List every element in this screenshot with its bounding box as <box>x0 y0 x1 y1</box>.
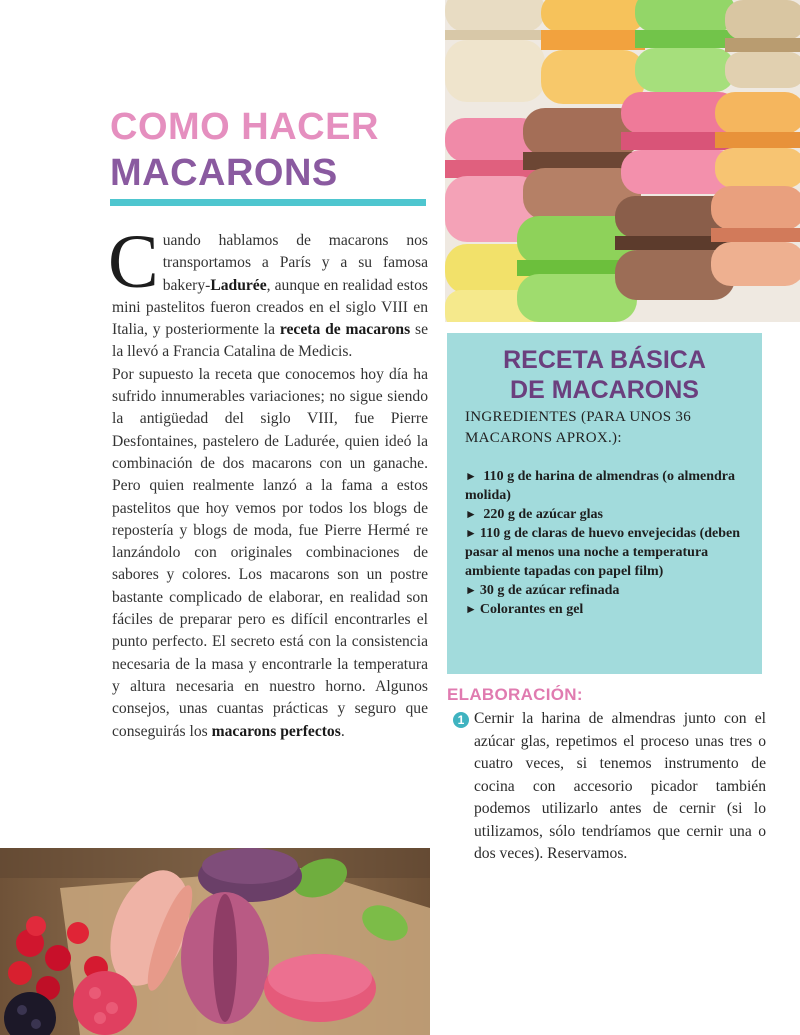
ingredients-list <box>465 467 755 619</box>
macaron-apricot <box>715 92 800 188</box>
ingredient-item <box>465 581 755 600</box>
intro-bold-receta: receta de macarons <box>279 321 411 339</box>
ingredient-item <box>465 467 755 505</box>
title-line-1: COMO HACER <box>110 106 379 148</box>
macaron-mauve <box>181 892 269 1024</box>
ingredient-text: 220 g de azúcar glas <box>483 507 603 522</box>
ingredient-text: 110 g de harina de almendras (o almendra molida) <box>465 469 736 503</box>
intro-text: Por supuesto la receta que conocemos hoy día ha sufrido innumerables variaciones; no sigue siendo la antigüedad del siglo VIII, fue Pierre Desfontaines, pastelero de Ladurée, quien ideó la combinación de dos macarons con un ganache. Pero quien realmente lanzó a la fama a estos pastelitos que hoy vemos por todos los blogs de repostería y blogs de moda, fue Pierre Hermé re lanzándolo con originales combinaciones de sabores y colores. Los macarons son un postre bastante complicado de elaborar, en realidad son fáciles de preparar pero es difícil encontrarles el punto perfecto. El secreto está con la consistencia necesaria de la masa y encontrarle la temperatura y altura necesaria en nuestro horno. Algunos consejos, unas cuantas prácticas y seguro que conseguirás los <box>112 365 428 740</box>
macaron-purple <box>198 848 302 902</box>
intro-paragraph-2 <box>112 364 428 743</box>
step-number-badge: 1 <box>453 712 469 728</box>
elaboration-title: ELABORACIÓN: <box>447 685 583 704</box>
ingredients-heading: INGREDIENTES (PARA UNOS 36 MACARONS APROX.): <box>465 409 692 446</box>
intro-paragraph-1 <box>108 220 429 364</box>
recipe-title-line-2: DE MACARONS <box>510 376 699 404</box>
ingredient-text: 110 g de claras de huevo envejecidas (deben pasar al menos una noche a temperatura ambiente tapadas con papel film) <box>465 526 741 579</box>
macaron-peach <box>711 186 800 286</box>
title-underline <box>110 199 426 206</box>
title-line-2: MACARONS <box>110 152 338 194</box>
step-1-text: Cernir la harina de almendras junto con el azúcar glas, repetimos el proceso unas tres o cuatro veces, si tenemos instrumento de cocina con accesorio picador también podemos utilizarlo antes de cernir (si lo utilizamos, sólo tendríamos que cernir una o dos veces). Reservamos. <box>474 710 766 862</box>
arrow-right-icon: ► <box>465 602 477 616</box>
intro-text: . <box>340 722 345 740</box>
arrow-right-icon: ► <box>465 469 477 483</box>
intro-text: uando hablamos de macarons nos transportamos a París y a su famosa bakery- <box>162 232 428 294</box>
intro-bold-perfectos: macarons perfectos <box>211 722 341 740</box>
macaron-orange <box>541 0 645 104</box>
recipe-title-line-1: RECETA BÁSICA <box>503 346 706 374</box>
arrow-right-icon: ► <box>465 507 477 521</box>
macaron-cream <box>445 0 545 102</box>
arrow-right-icon: ► <box>465 526 477 540</box>
intro-bold-laduree: Ladurée <box>210 276 267 294</box>
intro-article <box>108 220 429 743</box>
drop-cap: C <box>108 220 159 304</box>
intro-text: se la llevó a Francia Catalina de Medicis. <box>112 321 429 361</box>
ingredient-item <box>465 505 755 524</box>
macarons-berries-photo <box>0 848 430 1035</box>
arrow-right-icon: ► <box>465 583 477 597</box>
macaron-stack-photo <box>445 0 800 322</box>
ingredient-item <box>465 524 755 581</box>
ingredient-item <box>465 600 755 619</box>
macaron-lime <box>635 0 735 92</box>
page-title <box>110 104 379 196</box>
raspberry <box>73 971 137 1035</box>
macaron-hot-pink <box>264 954 376 1022</box>
macaron-beige <box>725 0 800 88</box>
recipe-box <box>447 333 762 674</box>
intro-text: , aunque en realidad estos mini pastelitos fueron creados en el siglo VIII en Italia, y posteriormente la <box>112 276 428 339</box>
ingredient-text: Colorantes en gel <box>479 602 584 617</box>
ingredient-text: 30 g de azúcar refinada <box>479 583 620 598</box>
recipe-title <box>447 345 762 405</box>
